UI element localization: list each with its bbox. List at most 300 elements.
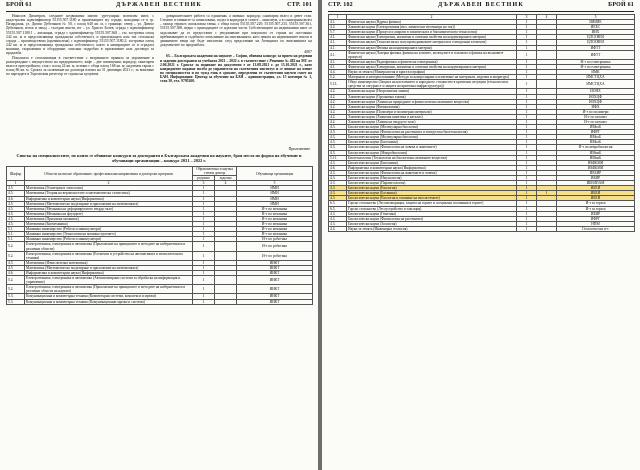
cell-field: Химически науки (Полимери и полимерни материали): [347, 109, 517, 114]
cell-field: Горско стопанство (Лесомелиорация, защита на горите и специални ползвания в горите): [347, 201, 517, 206]
cell-field: Математика (Механика на деформируемото твърдо тяло): [25, 206, 193, 211]
cell-org: ИФРГ: [557, 130, 635, 135]
cell-part-time: 1: [537, 191, 557, 196]
cell-regular: 1: [517, 89, 537, 94]
cell-code: 5.3.: [7, 299, 25, 304]
cell-regular: 1: [193, 227, 215, 232]
cell-code: 4.1.: [329, 64, 347, 69]
cell-code: 4.5.: [7, 222, 25, 227]
table-row: [329, 226, 635, 231]
cell-code: 5.2.: [7, 242, 25, 251]
cell-regular: 1: [193, 260, 215, 265]
cell-org: ИМолБ: [557, 135, 635, 140]
cell-regular: 1: [193, 216, 215, 221]
cell-regular: 1: [517, 170, 537, 175]
cell-field: Информатика и компютърни науки (Информатика): [347, 165, 517, 170]
cell-code: 5.1.: [7, 232, 25, 237]
cell-org: ИОНХ: [557, 89, 635, 94]
cell-code: 4.2.: [329, 25, 347, 30]
cell-code: 5.2.: [329, 75, 347, 80]
cell-part-time: [215, 242, 237, 251]
cell-field: Химически науки (Химична кинетика и катализ): [347, 114, 517, 119]
cell-org: ИМолБ: [557, 125, 635, 130]
cell-org: ИИКТ: [237, 260, 313, 265]
cell-field: Биологически науки (Екология): [347, 186, 517, 191]
cell-field: Комуникационна и компютърна техника (Комуникационни мрежи и системи): [25, 299, 193, 304]
cell-code: 4.3.: [329, 150, 347, 155]
cell-org: И-т по механика: [237, 216, 313, 221]
cell-regular: 1: [517, 80, 537, 89]
cell-org: И-т по полимери: [557, 109, 635, 114]
cell-regular: 1: [517, 135, 537, 140]
cell-regular: 1: [517, 40, 537, 45]
cell-org: И-т по механика: [237, 211, 313, 216]
cell-code: 4.2.: [329, 94, 347, 99]
col-number: 4: [537, 15, 557, 20]
announcement-text: 65. – Българската академия на науките – София, обявява конкурс за прием на редовни и задочни докторанти за учебната 2021 – 2022 г. в съответствие с Решение № 482 на МС от 2.06.2021 г. Срокът за подаване на документи е от 13.08.2021 г. до 13.10.2021 г., като кандидатите подават молба до управителя на съответния институт и се явяват на изпит по специалността и по чужд език в срокове, определени от съответния научен съвет на БАН. Информация: Център за обучение на БАН – администрация, ул. 15 ноември № 1, стая 30, тел. 9795260.: [160, 54, 312, 84]
cell-regular: 1: [517, 150, 537, 155]
table-row: [7, 251, 313, 260]
cell-org: ИИКТ: [237, 285, 313, 294]
cell-regular: 1: [517, 70, 537, 75]
cell-code: 4.5.: [7, 201, 25, 206]
header-part-time: задочно: [215, 176, 237, 181]
cell-field: Химически науки (Химия на твърдото тяло): [347, 119, 517, 124]
cell-regular: 1: [193, 232, 215, 237]
cell-field: Биологически науки (Ботаника): [347, 191, 517, 196]
cell-code: 5.2.: [7, 285, 25, 294]
cell-org: ИЕЕС: [557, 25, 635, 30]
paragraph: Покупката е стопанисвана в съответствие с вътрешните правила за управление и разпореждане с имуществото на предприятието; кафе – две помещения; коридор; санитарен възел в пристройката; стая с площ 24 кв. м, всички с обща площ 168 кв. м; надземен гараж с площ 86 кв. м. Срокът за сключване на договора изтича на 31 декември 2021 г.; за вписване по партидата в Търговския регистър от страна на купувача.: [6, 55, 154, 77]
cell-field: Комуникационна и компютърна техника (Компютърни системи, комплекси и мрежи): [25, 294, 193, 299]
col-number: 2: [25, 181, 193, 186]
cell-org: ИИКТ: [237, 276, 313, 285]
paragraph: Николов Димитров, следните недвижими имоти: урегулиран поземлен имот, с кадастрален идентификатор 55155.507.1180 и прилежащите му сгради, находящи се в гр. Пазарджик, ул. Димчо Дебелянов № 50, с площ 640 кв. м, с граници: север – ул. Димчо Дебелянов, изток и запад – съседни имоти, юг – ул. Христо Ботев, сграда с идентификатор 55155.507.1180.1 – жилищна, сграда с идентификатор 55155.507.368 – със застроена площ 242 кв. м и представляваща гражданска собственост, и прилежащата към тях стопанска сграда – производствена (промишлена) с идентификатор 55155.507.1180.2; застроена площ 242 кв. м и представляваща гражданска собственост, както и намиращите се в сградата машини, съоръжения и оборудване, описани подробно в приложение към договора за продажба.: [6, 14, 154, 56]
cell-regular: 1: [517, 140, 537, 145]
header-degree: Образователна и научна степен доктор: [193, 167, 237, 176]
specialties-table-right: [328, 14, 635, 232]
cell-regular: 1: [517, 30, 537, 35]
cell-regular: 1: [517, 181, 537, 186]
cell-field: Химически науки (Физикохимия): [347, 104, 517, 109]
cell-field: Биологически науки (Молекулярна биология): [347, 135, 517, 140]
cell-field: Математика (Изчислителна математика): [25, 260, 193, 265]
cell-regular: 1: [517, 35, 537, 40]
cell-code: 4.2.: [329, 119, 347, 124]
cell-org: ИБФБМИ: [557, 165, 635, 170]
cell-org: ЦЛСЕНЕИ: [557, 40, 635, 45]
cell-code: 4.3.: [329, 130, 347, 135]
cell-field: Биологически науки (Физиология на животните и човека): [347, 170, 517, 175]
table-row: [7, 285, 313, 294]
cell-org: ИФТТ: [557, 50, 635, 59]
cell-regular: 1: [193, 270, 215, 275]
table-row: [7, 242, 313, 251]
cell-org: НПМ: [557, 221, 635, 226]
cell-regular: 1: [517, 114, 537, 119]
cell-field: Физически науки (Технология на полупроводниковите материали и електронни елементи): [347, 40, 517, 45]
cell-field: Горско стопанство (Лесоустройство и таксация): [347, 206, 517, 211]
cell-org: ИИХ: [557, 30, 635, 35]
cell-org: ИМолБ: [557, 140, 635, 145]
cell-field: Науки за земята (Инженерна геология): [347, 226, 517, 231]
cell-field: Физически науки (Ядрена физика): [347, 20, 517, 25]
cell-field: Материали и материалознание (Методи за контролиране и изпитване на материали, изделия и апаратура): [347, 75, 517, 80]
cell-regular: 1: [193, 196, 215, 201]
cell-field: Физически науки (Радиофизика и физическа електроника): [347, 59, 517, 64]
cell-regular: 1: [193, 186, 215, 191]
cell-regular: 1: [517, 99, 537, 104]
cell-field: Биологически науки (Зоология): [347, 221, 517, 226]
cell-field: Химически науки (Електрохимия (вкл. химически източници на ток)): [347, 25, 517, 30]
cell-code: 4.3.: [329, 191, 347, 196]
header-rule: [328, 11, 634, 12]
cell-field: Машинно инженерство (Роботи и манипулатори): [25, 237, 193, 242]
cell-code: 4.3.: [329, 140, 347, 145]
cell-part-time: [215, 276, 237, 285]
cell-field: Машинно инженерство (Роботи и манипулатори): [25, 227, 193, 232]
cell-org: ИИКТ: [237, 265, 313, 270]
col-number: 5: [557, 15, 635, 20]
cell-regular: 1: [517, 165, 537, 170]
table-row: [329, 35, 635, 40]
cell-field: Биологически науки (Физиология на растенията и земеделска биотехнология): [347, 130, 517, 135]
cell-code: 4.3.: [329, 186, 347, 191]
announcement-id: 4007: [304, 49, 312, 55]
col-number: 4: [215, 181, 237, 186]
cell-org: ИФРГ: [557, 216, 635, 221]
cell-code: 5.1.: [7, 227, 25, 232]
cell-regular: 1: [517, 201, 537, 206]
table-row: [329, 201, 635, 206]
cell-regular: 1: [517, 25, 537, 30]
cell-org: И-т за гората: [557, 201, 635, 206]
cell-org: ИБЕИ: [557, 196, 635, 201]
cell-org: ИМикБ: [557, 150, 635, 155]
cell-code: 4.5.: [7, 186, 25, 191]
specialties-table-left: [6, 166, 313, 305]
cell-regular: 1: [193, 294, 215, 299]
right-page-header: [328, 2, 634, 11]
cell-field: Математика (Геометрия и топология): [25, 186, 193, 191]
cell-code: 5.13.: [329, 80, 347, 89]
cell-org: ЦЛСЕНЕИ: [557, 35, 635, 40]
cell-regular: 1: [193, 237, 215, 242]
cell-field: Машинно инженерство (Технология на машиностроенето): [25, 232, 193, 237]
cell-code: 4.6.: [7, 270, 25, 275]
cell-code: 4.3.: [329, 181, 347, 186]
cell-field: Биологически науки (Генетика): [347, 211, 517, 216]
left-page: [0, 0, 318, 470]
cell-code: 4.1.: [329, 50, 347, 59]
cell-regular: 1: [517, 176, 537, 181]
cell-field: Химически науки (Процеси и апарати в химическата и биохимическата технология): [347, 30, 517, 35]
cell-org: И-т по невробиология: [557, 145, 635, 150]
cell-org: И-т по механика: [237, 222, 313, 227]
cell-code: 4.3.: [329, 160, 347, 165]
right-page: [322, 0, 640, 470]
cell-code: 4.2.: [329, 104, 347, 109]
cell-org: И-т по електроника: [557, 64, 635, 69]
cell-org: ИМикБ: [557, 155, 635, 160]
cell-field: Електротехника, електроника и автоматика (Автоматизирани системи за обработка на информация и управление): [25, 276, 193, 285]
cell-regular: 1: [517, 191, 537, 196]
cell-field: Биологически науки (Микробиология): [347, 150, 517, 155]
cell-code: 4.1.: [329, 35, 347, 40]
cell-org: ИФХ: [557, 104, 635, 109]
cell-regular: 1: [193, 242, 215, 251]
cell-field: Математика (Теория на вероятностите и математическа статистика): [25, 191, 193, 196]
cell-part-time: [537, 226, 557, 231]
cell-field: Биологически науки (Паразитология): [347, 181, 517, 186]
cell-field: Информатика и компютърни науки (Информатика): [25, 196, 193, 201]
cell-field: Химически науки (Химия на природните и физиологично активните вещества): [347, 99, 517, 104]
cell-code: 4.3.: [329, 145, 347, 150]
cell-field: Биологически науки (Екология и опазване на екосистемите): [347, 196, 517, 201]
appendix-label: Приложение: [288, 146, 310, 151]
table-row: [7, 276, 313, 285]
cell-org: И-т по катализ: [557, 119, 635, 124]
header-org: Обучаваща организация: [237, 167, 313, 181]
cell-field: Биологически науки (Биохимия): [347, 140, 517, 145]
cell-field: Биотехнологии (Технология на биологично активните вещества): [347, 155, 517, 160]
cell-field: Математика (Биомеханика): [25, 222, 193, 227]
page-number: СТР. 101: [287, 2, 312, 8]
cell-code: 6.5.: [329, 201, 347, 206]
cell-regular: 1: [193, 251, 215, 260]
cell-field: Информатика и компютърни науки (Информатика): [25, 270, 193, 275]
cell-part-time: [537, 80, 557, 89]
cell-org: ИИКТ: [237, 299, 313, 304]
cell-code: 4.3.: [329, 176, 347, 181]
cell-org: И-т по катализ: [557, 114, 635, 119]
table-title: Списък на специалностите, по които се обявяват конкурси за докторанти в Българската академия на науките, броя места по форма на обучение и обучаващи организации – конкурс 2021 – 2022 г.: [16, 153, 302, 163]
cell-part-time: [215, 299, 237, 304]
table-row: [329, 75, 635, 80]
cell-regular: 1: [517, 196, 537, 201]
table-row: [329, 40, 635, 45]
cell-field: Биологически науки (Биохимия): [347, 160, 517, 165]
col-number: 1: [329, 15, 347, 20]
cell-regular: 1: [517, 94, 537, 99]
cell-field: Физически науки (Електрични, магнитни и оптични свойства на кондензираната материя): [347, 35, 517, 40]
header-field: Области на висше образование, професионални направления и докторски програми: [25, 167, 193, 181]
cell-regular: 1: [517, 160, 537, 165]
cell-org: ИФТТ: [557, 45, 635, 50]
cell-regular: 1: [517, 50, 537, 59]
cell-regular: 1: [517, 216, 537, 221]
cell-code: 4.6.: [329, 165, 347, 170]
cell-code: 4.2.: [329, 114, 347, 119]
cell-code: 4.1.: [329, 40, 347, 45]
cell-regular: 1: [193, 276, 215, 285]
cell-field: Химически науки (Неорганична химия): [347, 89, 517, 94]
cell-regular: 1: [193, 265, 215, 270]
cell-org: И-т по роботика: [237, 237, 313, 242]
cell-code: 4.5.: [7, 265, 25, 270]
cell-org: ИБИР: [557, 176, 635, 181]
cell-org: ИБЕИПАМ: [557, 181, 635, 186]
cell-org: И-т по механика: [237, 232, 313, 237]
table-row: [329, 50, 635, 59]
cell-org: ИМИ: [237, 201, 313, 206]
cell-regular: 1: [517, 59, 537, 64]
col-number: 5: [237, 181, 313, 186]
cell-org: ИБЕИ: [557, 191, 635, 196]
cell-org: И-т за гората: [557, 206, 635, 211]
cell-org: ИЯИЯЕ: [557, 20, 635, 25]
cell-regular: 1: [193, 211, 215, 216]
cell-org: И-т по механика: [237, 227, 313, 232]
cell-org: ИОХЦФ: [557, 99, 635, 104]
cell-code: 6.5.: [329, 206, 347, 211]
cell-field: Физически науки (Електрични, магнитни и оптични свойства на кондензираната материя): [347, 64, 517, 69]
cell-field: Биологически науки (Физиология на растенията): [347, 216, 517, 221]
cell-code: 4.1.: [329, 45, 347, 50]
cell-code: 4.3.: [329, 135, 347, 140]
cell-code: 4.5.: [7, 216, 25, 221]
cell-field: Биологически науки (Имунология): [347, 176, 517, 181]
cell-regular: 1: [193, 206, 215, 211]
cell-org: ИИКТ: [237, 294, 313, 299]
left-text-column-2: [160, 14, 312, 142]
cell-part-time: [537, 50, 557, 59]
cell-field: Физически науки (Физика на кондензираната материя): [347, 45, 517, 50]
cell-org: И-т по роботика: [237, 251, 313, 260]
cell-regular: 1: [517, 125, 537, 130]
cell-code: 4.2.: [329, 99, 347, 104]
cell-code: 5.3.: [7, 294, 25, 299]
page-number: СТР. 102: [328, 2, 353, 8]
cell-regular: 1: [517, 130, 537, 135]
cell-regular: 1: [517, 145, 537, 150]
cell-field: Електротехника, електроника и автоматика (Приложение на принципите и методите на кибернетиката в различни области на науката): [25, 285, 193, 294]
cell-code: 4.4.: [329, 226, 347, 231]
cell-code: 4.3.: [329, 170, 347, 175]
table-body: [329, 20, 635, 232]
cell-code: 4.2.: [329, 89, 347, 94]
cell-regular: 1: [517, 119, 537, 124]
cell-code: 5.7.: [329, 30, 347, 35]
gazette-title: ДЪРЖАВЕН ВЕСТНИК: [116, 2, 202, 8]
cell-regular: 1: [517, 221, 537, 226]
cell-org: ИБФБМИ: [557, 160, 635, 165]
cell-code: 4.5.: [7, 191, 25, 196]
cell-field: Химически науки (Органична химия): [347, 94, 517, 99]
cell-org: ИЕБИР: [557, 170, 635, 175]
cell-org: ИМСТЦХА: [557, 80, 635, 89]
cell-code: 4.6.: [7, 196, 25, 201]
cell-code: 4.3.: [329, 211, 347, 216]
cell-code: 4.3.: [329, 216, 347, 221]
left-page-header: [6, 2, 312, 11]
issue-number: БРОЙ 61: [6, 2, 32, 8]
cell-code: 5.11.: [329, 155, 347, 160]
cell-code: 5.1.: [7, 237, 25, 242]
cell-code: 4.5.: [7, 206, 25, 211]
cell-code: 4.1.: [329, 20, 347, 25]
issue-number: БРОЙ 61: [608, 2, 634, 8]
cell-field: Общо инженерство (Защита на населението и народното стопанство в критични ситуации (технологии и средства за сигурност и защита на критична инфраструктура)): [347, 80, 517, 89]
paragraph: довършителните работи са единични, а именно: коридор; санитарен възел и девет стаи. Стените и таваните са шпакловани, подът в коридора и стаите – линолеум, а в санитарния възел – мокър теракот; шпаклован таван, с обща площ 55155.507.229, 55155.507.233, 55155.507.361, 55155.507.369, ведно с припадащите се идеални части. Собствениците на недвижимия имот се задължават да го предоставят с уведомяване при покупката от страна на постоянно пребиваващите и съдебното изпълнение на изискванията, като цената на недвижимите имоти и движимите вещи ще бъде изплатена след представяне на Агенцията по вписванията на документите по продажбата.: [160, 14, 312, 48]
cell-org: ИМИ: [237, 191, 313, 196]
col-number: 3: [193, 181, 215, 186]
cell-org: ИИКТ: [237, 270, 313, 275]
cell-regular: 1: [193, 222, 215, 227]
table-header-row: [7, 167, 313, 176]
cell-code: 4.5.: [7, 211, 25, 216]
cell-code: 5.2.: [7, 276, 25, 285]
cell-code: 4.3.: [329, 221, 347, 226]
cell-regular: 1: [193, 201, 215, 206]
cell-code: 4.3.: [329, 125, 347, 130]
table-row: [329, 64, 635, 69]
table-body: [7, 186, 313, 304]
cell-regular: 1: [517, 186, 537, 191]
cell-org: ИМИ: [237, 196, 313, 201]
cell-regular: 1: [517, 211, 537, 216]
cell-org: ИБИР: [557, 211, 635, 216]
cell-regular: 1: [517, 206, 537, 211]
cell-field: Електротехника, електроника и автоматика (Елементи и устройства на автоматиката и изчислителната техника): [25, 251, 193, 260]
header-regular: редовно: [193, 176, 215, 181]
cell-field: Електротехника, електроника и автоматика (Приложение на принципите и методите на кибернетиката в различни области): [25, 242, 193, 251]
cell-code: 4.1.: [329, 59, 347, 64]
cell-part-time: [215, 251, 237, 260]
col-number: 2: [347, 15, 517, 20]
col-number: 1: [7, 181, 25, 186]
cell-regular: 1: [193, 191, 215, 196]
cell-regular: 1: [517, 155, 537, 160]
cell-field: Физически науки (Лазерна физика, физика на атомите, молекулите и плазмата и физика на вълновите процеси): [347, 50, 517, 59]
cell-regular: 1: [517, 104, 537, 109]
col-number: 3: [517, 15, 537, 20]
cell-regular: 1: [517, 226, 537, 231]
cell-code: 4.3.: [329, 196, 347, 201]
cell-regular: 1: [517, 75, 537, 80]
cell-part-time: [215, 285, 237, 294]
cell-field: Биологически науки (Физиология на човека и животните): [347, 145, 517, 150]
cell-org: И-т по електроника: [557, 59, 635, 64]
cell-org: ИБЕИ: [557, 186, 635, 191]
cell-regular: 1: [517, 109, 537, 114]
cell-org: ИОХЦФ: [557, 94, 635, 99]
cell-code: 5.2.: [7, 251, 25, 260]
cell-field: Математика (Математическо моделиране и приложение на математиката): [25, 265, 193, 270]
cell-code: 4.4.: [329, 70, 347, 75]
header-rule: [6, 11, 312, 12]
header-code: Шифър: [7, 167, 25, 181]
cell-org: ИМК: [557, 70, 635, 75]
table-row: [329, 80, 635, 89]
cell-org: И-т по механика: [237, 206, 313, 211]
cell-field: Биологически науки (Молекулярна биология): [347, 125, 517, 130]
cell-regular: 1: [193, 299, 215, 304]
cell-regular: 1: [517, 64, 537, 69]
cell-org: ИМИ: [237, 186, 313, 191]
cell-field: Математика (Математическо моделиране и приложение на математиката): [25, 201, 193, 206]
left-text-column-1: [6, 14, 154, 142]
cell-regular: 1: [193, 285, 215, 294]
cell-org: И-т по роботика: [237, 242, 313, 251]
cell-field: Науки за земята (Минералогия и кристалография): [347, 70, 517, 75]
table-row: [7, 299, 313, 304]
cell-org: ИМСТЦХА: [557, 75, 635, 80]
cell-regular: 1: [517, 20, 537, 25]
cell-org: Геологически и-т: [557, 226, 635, 231]
cell-code: 4.2.: [329, 109, 347, 114]
cell-field: Математика (Механика на флуидите): [25, 211, 193, 216]
